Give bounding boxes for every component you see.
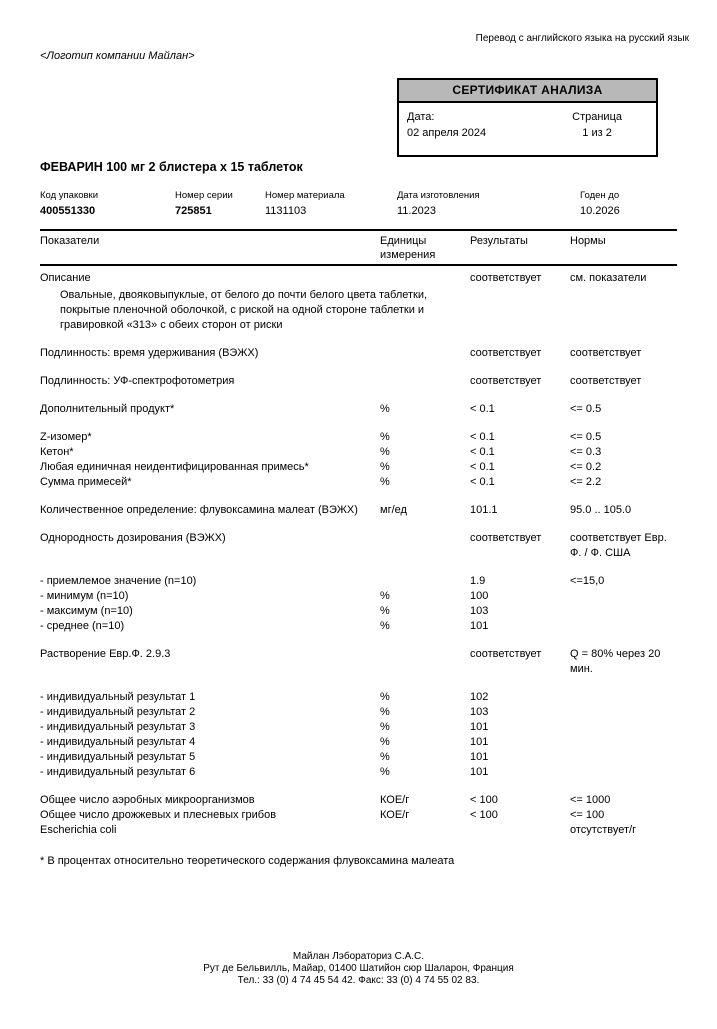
row-norm: <= 0.5 (570, 431, 602, 443)
row-units: % (380, 446, 390, 458)
row-result: < 100 (470, 809, 498, 821)
table-row (40, 402, 677, 417)
row-units: % (380, 431, 390, 443)
row-indicator: Кетон* (40, 446, 74, 458)
table-header-rule (40, 264, 677, 266)
row-norm: соответствует (570, 375, 642, 387)
row-units: % (380, 751, 390, 763)
row-result: < 100 (470, 794, 498, 806)
table-row (40, 430, 677, 445)
row-norm (570, 750, 677, 765)
batch-field (397, 190, 580, 217)
row-result: < 0.1 (470, 461, 495, 473)
translation-note: Перевод с английского языка на русский язык (475, 33, 689, 44)
header-units: Единицы измерения (380, 235, 436, 261)
row-norm: см. показатели (570, 272, 647, 284)
batch-field-label: Номер материала (265, 190, 345, 201)
date-label: Дата: (407, 111, 435, 123)
row-units: % (380, 461, 390, 473)
company-logo-placeholder: <Логотип компании Майлан> (40, 50, 195, 62)
batch-field-label: Дата изготовления (397, 190, 480, 201)
row-indicator: Дополнительный продукт* (40, 403, 175, 415)
row-indicator: - индивидуальный результат 1 (40, 691, 196, 703)
row-units (380, 346, 470, 361)
date-value: 02 апреля 2024 (407, 127, 487, 139)
table-row (40, 705, 677, 720)
table-row (40, 531, 677, 561)
row-units: % (380, 403, 390, 415)
footer-company: Майлан Лэбораториз С.А.С. (292, 951, 425, 962)
row-units (380, 271, 470, 286)
table-row (40, 460, 677, 475)
row-units: % (380, 476, 390, 488)
batch-field-label: Код упаковки (40, 190, 99, 201)
row-indicator: Сумма примесей* (40, 476, 132, 488)
row-indicator: - индивидуальный результат 2 (40, 706, 196, 718)
row-result: 101 (470, 620, 489, 632)
batch-field-value: 400551330 (40, 205, 96, 217)
analysis-table (40, 229, 677, 869)
row-units: % (380, 736, 390, 748)
row-units (380, 374, 470, 389)
table-rows (40, 271, 677, 838)
product-title: ФЕВАРИН 100 мг 2 блистера х 15 таблеток (40, 160, 303, 174)
table-row (40, 823, 677, 838)
row-indicator: - индивидуальный результат 5 (40, 751, 196, 763)
row-norm: соответствует (570, 347, 642, 359)
row-result: < 0.1 (470, 446, 495, 458)
row-indicator: Общее число дрожжевых и плесневых грибов (40, 809, 277, 821)
batch-field (175, 190, 265, 217)
table-row (40, 619, 677, 634)
row-norm (570, 765, 677, 780)
table-row (40, 589, 677, 604)
row-result: < 0.1 (470, 476, 495, 488)
row-result: 100 (470, 590, 489, 602)
row-indicator: Растворение Евр.Ф. 2.9.3 (40, 648, 171, 660)
batch-field-value: 725851 (175, 205, 212, 217)
row-norm (570, 735, 677, 750)
row-units: % (380, 706, 390, 718)
row-result: 102 (470, 691, 489, 703)
row-units: % (380, 620, 390, 632)
row-norm (570, 705, 677, 720)
batch-field-value: 1131103 (265, 205, 307, 217)
row-result: < 0.1 (470, 403, 495, 415)
row-indicator: - индивидуальный результат 4 (40, 736, 196, 748)
row-indicator: - минимум (n=10) (40, 590, 129, 602)
row-result: соответствует (470, 347, 542, 359)
row-units (380, 823, 470, 838)
batch-field-value: 11.2023 (397, 205, 436, 217)
row-norm: <= 2.2 (570, 476, 602, 488)
row-units: КОЕ/г (380, 794, 410, 806)
row-indicator: - максимум (n=10) (40, 605, 133, 617)
page-label: Страница (572, 111, 622, 123)
batch-field (40, 190, 175, 217)
page-value: 1 из 2 (582, 127, 612, 139)
table-row (40, 765, 677, 780)
row-indicator: Однородность дозирования (ВЭЖХ) (40, 532, 226, 544)
batch-field-label: Номер серии (175, 190, 233, 201)
row-norm (570, 619, 677, 634)
row-norm: <= 0.3 (570, 446, 602, 458)
description-detail: Овальные, двояковыпуклые, от белого до почти белого цвета таблетки, покрытые пленочной оболочкой, с риской на одной стороне таблетки и гравировкой «313» с обеих сторон от риски (60, 289, 428, 331)
certificate-meta (399, 103, 656, 155)
row-units: мг/ед (380, 504, 407, 516)
row-result: соответствует (470, 648, 542, 660)
row-result: соответствует (470, 375, 542, 387)
table-row (40, 604, 677, 619)
row-indicator: - среднее (n=10) (40, 620, 125, 632)
row-units: % (380, 590, 390, 602)
row-result: < 0.1 (470, 431, 495, 443)
row-norm: отсутствует/г (570, 824, 637, 836)
batch-field (265, 190, 397, 217)
table-header (40, 231, 677, 264)
row-indicator: - индивидуальный результат 3 (40, 721, 196, 733)
row-norm: <= 1000 (570, 794, 611, 806)
row-norm: <= 100 (570, 809, 605, 821)
table-row (40, 445, 677, 460)
row-units: % (380, 691, 390, 703)
row-units: % (380, 605, 390, 617)
table-row (40, 574, 677, 589)
row-norm: <=15,0 (570, 575, 605, 587)
page-footer (0, 951, 717, 987)
row-norm: <= 0.2 (570, 461, 602, 473)
table-row (40, 346, 677, 361)
row-result: соответствует (470, 272, 542, 284)
row-result: 101 (470, 751, 489, 763)
row-units: КОЕ/г (380, 809, 410, 821)
row-result: 101.1 (470, 504, 498, 516)
row-indicator: Количественное определение: флувоксамина малеат (ВЭЖХ) (40, 504, 358, 516)
row-indicator: - индивидуальный результат 6 (40, 766, 196, 778)
row-norm: 95.0 .. 105.0 (570, 504, 632, 516)
row-result: 103 (470, 706, 489, 718)
header-result: Результаты (470, 235, 528, 247)
header-indicator: Показатели (40, 235, 100, 247)
certificate-title: СЕРТИФИКАТ АНАЛИЗА (399, 80, 656, 103)
row-indicator: - приемлемое значение (n=10) (40, 575, 197, 587)
row-result: 101 (470, 721, 489, 733)
certificate-page (572, 109, 622, 141)
table-row (40, 720, 677, 735)
row-units: % (380, 766, 390, 778)
table-row (40, 735, 677, 750)
row-units (380, 647, 470, 677)
certificate-date (407, 109, 486, 141)
row-result: соответствует (470, 532, 542, 544)
row-result (470, 823, 570, 838)
row-norm: <= 0.5 (570, 403, 602, 415)
row-indicator: Подлинность: УФ-спектрофотометрия (40, 375, 235, 387)
certificate-header-box (397, 78, 658, 157)
row-indicator: Общее число аэробных микроорганизмов (40, 794, 255, 806)
table-row (40, 793, 677, 808)
row-indicator: Подлинность: время удерживания (ВЭЖХ) (40, 347, 259, 359)
table-row (40, 374, 677, 389)
header-norm: Нормы (570, 235, 606, 247)
row-result: 103 (470, 605, 489, 617)
row-norm (570, 720, 677, 735)
table-row (40, 808, 677, 823)
row-indicator: Любая единичная неидентифицированная примесь* (40, 461, 309, 473)
table-row (40, 647, 677, 677)
table-row (40, 690, 677, 705)
footer-phone: Тел.: 33 (0) 4 74 45 54 42. Факс: 33 (0) 4 74 55 02 83. (237, 975, 480, 986)
batch-info (40, 190, 677, 217)
row-result: 101 (470, 766, 489, 778)
footer-address: Рут де Бельвилль, Майар, 01400 Шатийон сюр Шаларон, Франция (203, 963, 514, 974)
row-norm: соответствует Евр. Ф. / Ф. США (570, 532, 667, 559)
row-units (380, 531, 470, 561)
row-units (380, 574, 470, 589)
table-row (40, 475, 677, 490)
batch-field (580, 190, 677, 217)
batch-field-value: 10.2026 (580, 205, 620, 217)
row-units: % (380, 721, 390, 733)
row-indicator: Escherichia coli (40, 824, 117, 836)
row-indicator: Описание (40, 272, 91, 284)
row-norm: Q = 80% через 20 мин. (570, 648, 661, 675)
row-indicator: Z-изомер* (40, 431, 92, 443)
batch-field-label: Годен до (580, 190, 620, 201)
row-norm (570, 604, 677, 619)
row-result: 1.9 (470, 575, 486, 587)
table-row (40, 503, 677, 518)
row-result: 101 (470, 736, 489, 748)
table-row (40, 271, 677, 286)
row-norm (570, 589, 677, 604)
row-norm (570, 690, 677, 705)
table-row (40, 750, 677, 765)
footnote: * В процентах относительно теоретического содержания флувоксамина малеата (40, 855, 455, 867)
